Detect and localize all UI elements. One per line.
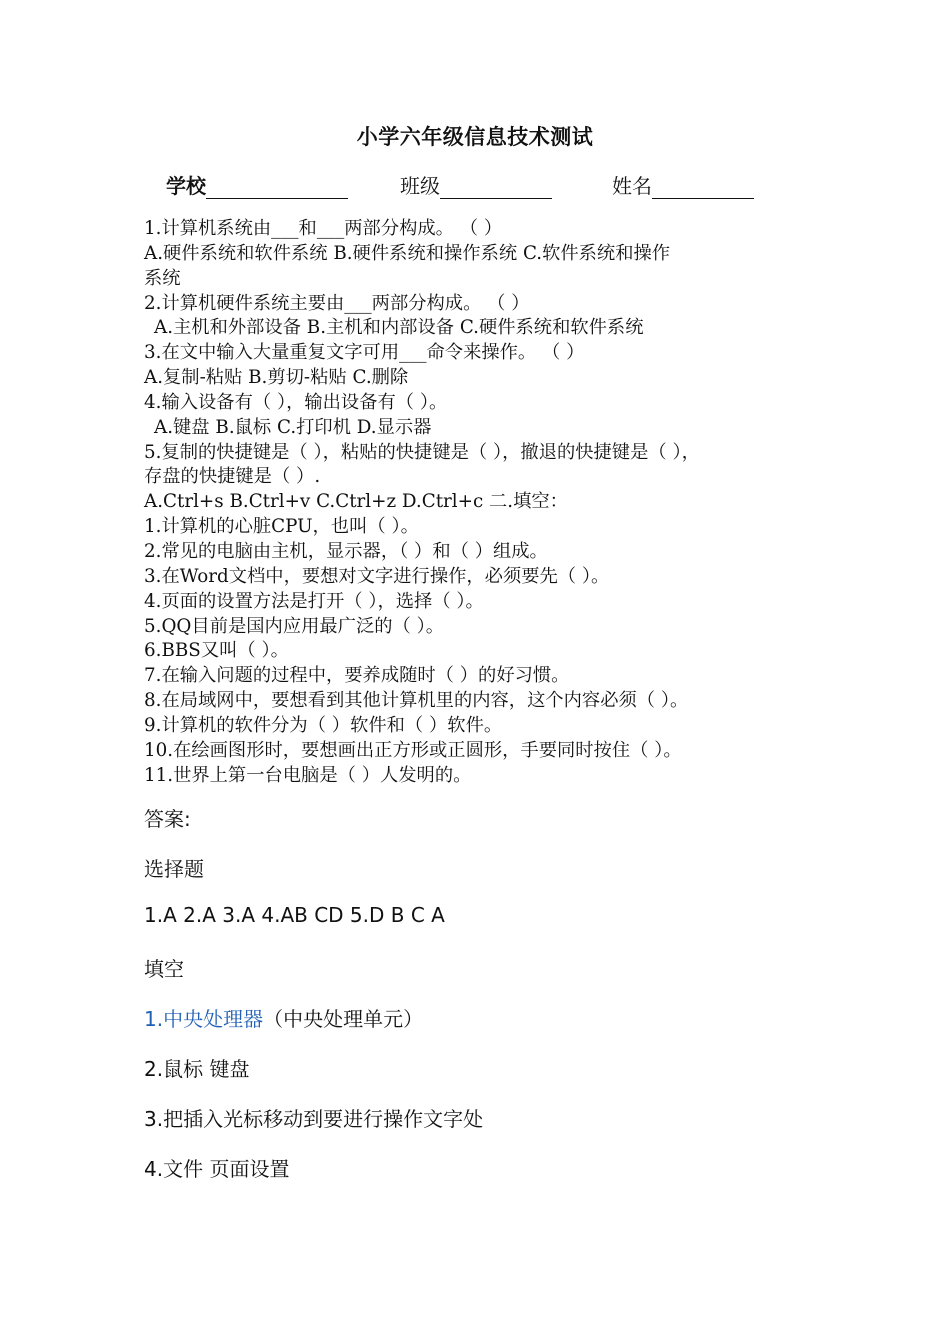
cpu-link[interactable]: 中央处理器 (163, 1007, 264, 1031)
school-label: 学校 (166, 174, 206, 198)
student-info-row (166, 170, 806, 198)
fill-answer-1-prefix: 1. (144, 1007, 164, 1031)
question-line: 系统 (144, 267, 181, 289)
fill-answer-1 (144, 1003, 423, 1032)
fill-heading: 填空 (144, 957, 184, 981)
name-blank (652, 176, 754, 199)
question-line: 1.计算机系统由___和___两部分构成。 （ ） (144, 218, 503, 239)
class-label: 班级 (400, 174, 440, 198)
question-line: 4.页面的设置方法是打开（ ），选择（ ）。 (144, 590, 484, 612)
class-blank (440, 176, 552, 199)
school-field (166, 170, 348, 199)
choice-heading: 选择题 (144, 857, 204, 881)
question-line: 3.在文中输入大量重复文字可用___命令来操作。 （ ） (144, 342, 585, 364)
choice-answers: 1.A 2.A 3.A 4.AB CD 5.D B C A (144, 903, 445, 927)
question-line: 存盘的快捷键是（ ）. (144, 466, 321, 488)
page-title: 小学六年级信息技术测试 (356, 125, 594, 149)
questions-section (144, 217, 814, 788)
question-line: 6.BBS又叫（ ）。 (144, 640, 289, 662)
question-line: 1.计算机的心脏CPU，也叫（ ）。 (144, 516, 419, 538)
fill-answer-1-suffix: （中央处理单元） (263, 1007, 424, 1031)
question-line: 3.在Word文档中，要想对文字进行操作，必须要先（ ）。 (144, 565, 610, 587)
question-line: 2.常见的电脑由主机，显示器，（ ）和（ ）组成。 (144, 540, 548, 562)
question-line: 2.计算机硬件系统主要由___两部分构成。 （ ） (144, 292, 530, 314)
question-line: 7.在输入问题的过程中，要养成随时（ ）的好习惯。 (144, 665, 570, 687)
fill-answer-4: 4.文件 页面设置 (144, 1157, 290, 1181)
answers-heading: 答案: (144, 807, 191, 831)
class-field (400, 170, 552, 199)
question-line: A.键盘 B.鼠标 C.打印机 D.显示器 (154, 416, 432, 438)
fill-answer-3: 3.把插入光标移动到要进行操作文字处 (144, 1107, 484, 1131)
question-line: 5.复制的快捷键是（ ），粘贴的快捷键是（ ），撤退的快捷键是（ ）， (144, 441, 700, 463)
name-label: 姓名 (612, 174, 652, 198)
question-line: 5.QQ目前是国内应用最广泛的（ ）。 (144, 615, 445, 637)
question-line: A.主机和外部设备 B.主机和内部设备 C.硬件系统和软件系统 (154, 317, 644, 339)
question-line: 4.输入设备有（ ），输出设备有（ ）。 (144, 391, 448, 413)
question-line: A.硬件系统和软件系统 B.硬件系统和操作系统 C.软件系统和操作 (144, 242, 671, 264)
question-line: A.复制-粘贴 B.剪切-粘贴 C.删除 (144, 367, 409, 389)
question-line: 9.计算机的软件分为（ ）软件和（ ）软件。 (144, 714, 503, 736)
question-line: 11.世界上第一台电脑是（ ）人发明的。 (144, 764, 472, 786)
question-line: A.Ctrl+s B.Ctrl+v C.Ctrl+z D.Ctrl+c 二.填空： (144, 491, 568, 513)
school-blank (206, 176, 348, 199)
fill-answer-2: 2.鼠标 键盘 (144, 1057, 250, 1081)
question-line: 10.在绘画图形时，要想画出正方形或正圆形，手要同时按住（ ）。 (144, 739, 682, 761)
question-line: 8.在局域网中，要想看到其他计算机里的内容，这个内容必须（ ）。 (144, 690, 689, 712)
name-field (612, 170, 754, 199)
